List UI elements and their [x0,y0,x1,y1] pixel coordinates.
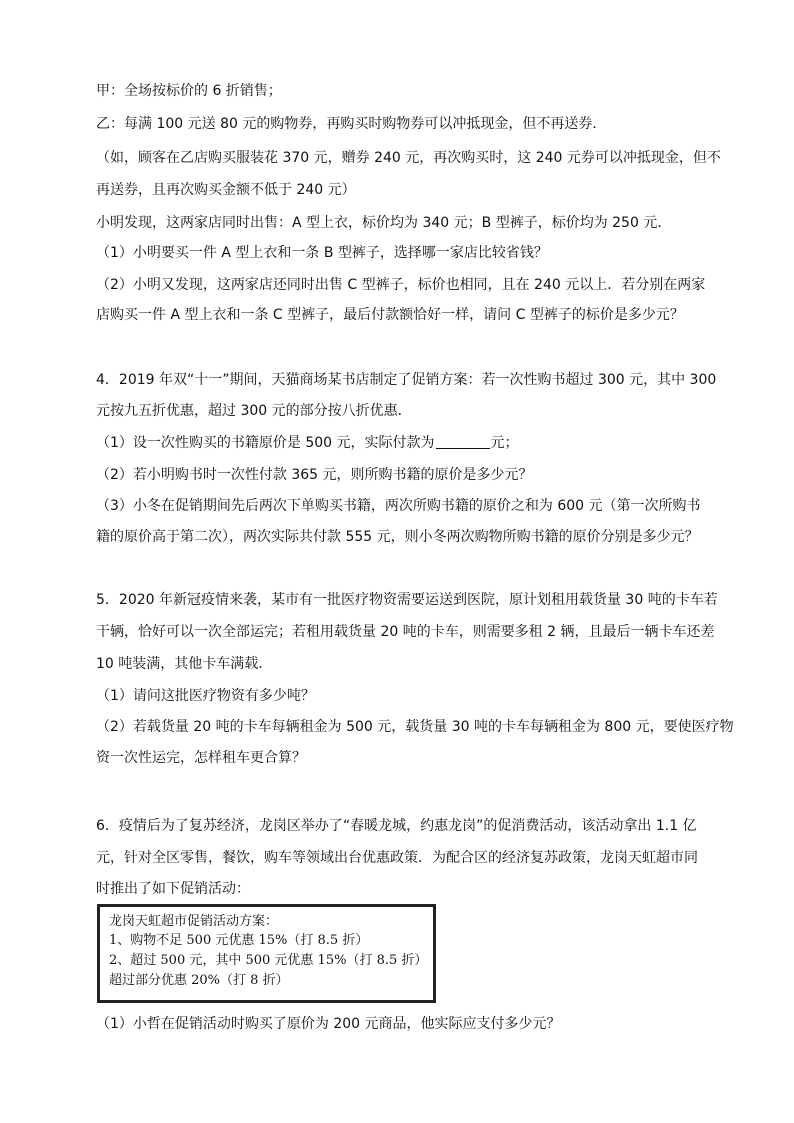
q5-intro-line2: 干辆，恰好可以一次全部运完；若租用载货量 20 吨的卡车，则需要多租 2 辆，且最后一辆卡车还差 [96,624,715,640]
q3-part2-line2: 店购买一件 A 型上衣和一条 C 型裤子，最后付款额恰好一样，请问 C 型裤子的标价是多少元？ [96,307,684,323]
promotion-box [97,904,436,1003]
q3-part2-line1: （2）小明又发现，这两家店还同时出售 C 型裤子，标价也相同，且在 240 元以上．若分别在两家 [96,277,706,293]
q3-part1: （1）小明要买一件 A 型上衣和一条 B 型裤子，选择哪一家店比较省钱？ [96,245,548,261]
q5-intro-line1: 5．2020 年新冠疫情来袭，某市有一批医疗物资需要运送到医院，原计划租用载货量 30 吨的卡车若 [96,592,718,608]
promotion-title: 龙岗天虹超市促销活动方案： [109,914,279,929]
q3-found: 小明发现，这两家店同时出售：A 型上衣，标价均为 340 元；B 型裤子，标价均为 250 元． [96,215,672,231]
q3-store-b: 乙：每满 100 元送 80 元的购物券，再购买时购物券可以冲抵现金，但不再送券． [96,116,607,132]
q4-part1-unit: 元； [490,435,519,451]
promotion-rule-3: 超过部分优惠 20%（打 8 折） [109,973,289,988]
q3-store-a: 甲：全场按标价的 6 折销售； [96,83,282,99]
q3-example-line2: 再送券，且再次购买金额不低于 240 元） [96,182,356,198]
q6-intro-line2: 元，针对全区零售，餐饮，购车等领域出台优惠政策．为配合区的经济复苏政策，龙岗天虹超市同 [96,850,698,866]
q6-part1: （1）小哲在促销活动时购买了原价为 200 元商品，他实际应支付多少元？ [96,1016,561,1032]
q4-part1-text: （1）设一次性购买的书籍原价是 500 元，实际付款为 [96,435,435,451]
q6-intro-line1: 6．疫情后为了复苏经济，龙岗区举办了“春暖龙城，约惠龙岗”的促消费活动，该活动拿出 1.1 亿 [96,818,697,834]
q4-part3-line2: 籍的原价高于第二次），两次实际共付款 555 元，则小冬两次购物所购书籍的原价分别是多少元？ [96,529,699,545]
q5-part1: （1）请问这批医疗物资有多少吨？ [96,688,315,704]
promotion-rule-2: 2、超过 500 元，其中 500 元优惠 15%（打 8.5 折） [109,953,428,968]
promotion-rule-1: 1、购物不足 500 元优惠 15%（打 8.5 折） [109,933,369,948]
q5-part2-line1: （2）若载货量 20 吨的卡车每辆租金为 500 元，载货量 30 吨的卡车每辆租金为 800 元，要使医疗物 [96,719,734,735]
q4-intro-line2: 元按九五折优惠，超过 300 元的部分按八折优惠． [96,403,412,419]
q4-part2: （2）若小明购书时一次性付款 365 元，则所购书籍的原价是多少元？ [96,467,533,483]
q6-intro-line3: 时推出了如下促销活动： [96,881,250,897]
answer-blank[interactable] [436,434,490,449]
q5-intro-line3: 10 吨装满，其他卡车满载． [96,656,273,672]
q4-part1 [96,433,519,453]
q4-intro-line1: 4．2019 年双“十一”期间，天猫商场某书店制定了促销方案：若一次性购书超过 300 元，其中 300 [96,372,717,388]
q3-example-line1: （如，顾客在乙店购买服装花 370 元，赠券 240 元，再次购买时，这 240 元券可以冲抵现金，但不 [96,150,721,166]
q5-part2-line2: 资一次性运完，怎样租车更合算？ [96,750,306,766]
q4-part3-line1: （3）小冬在促销期间先后两次下单购买书籍，两次所购书籍的原价之和为 600 元（第一次所购书 [96,498,701,514]
